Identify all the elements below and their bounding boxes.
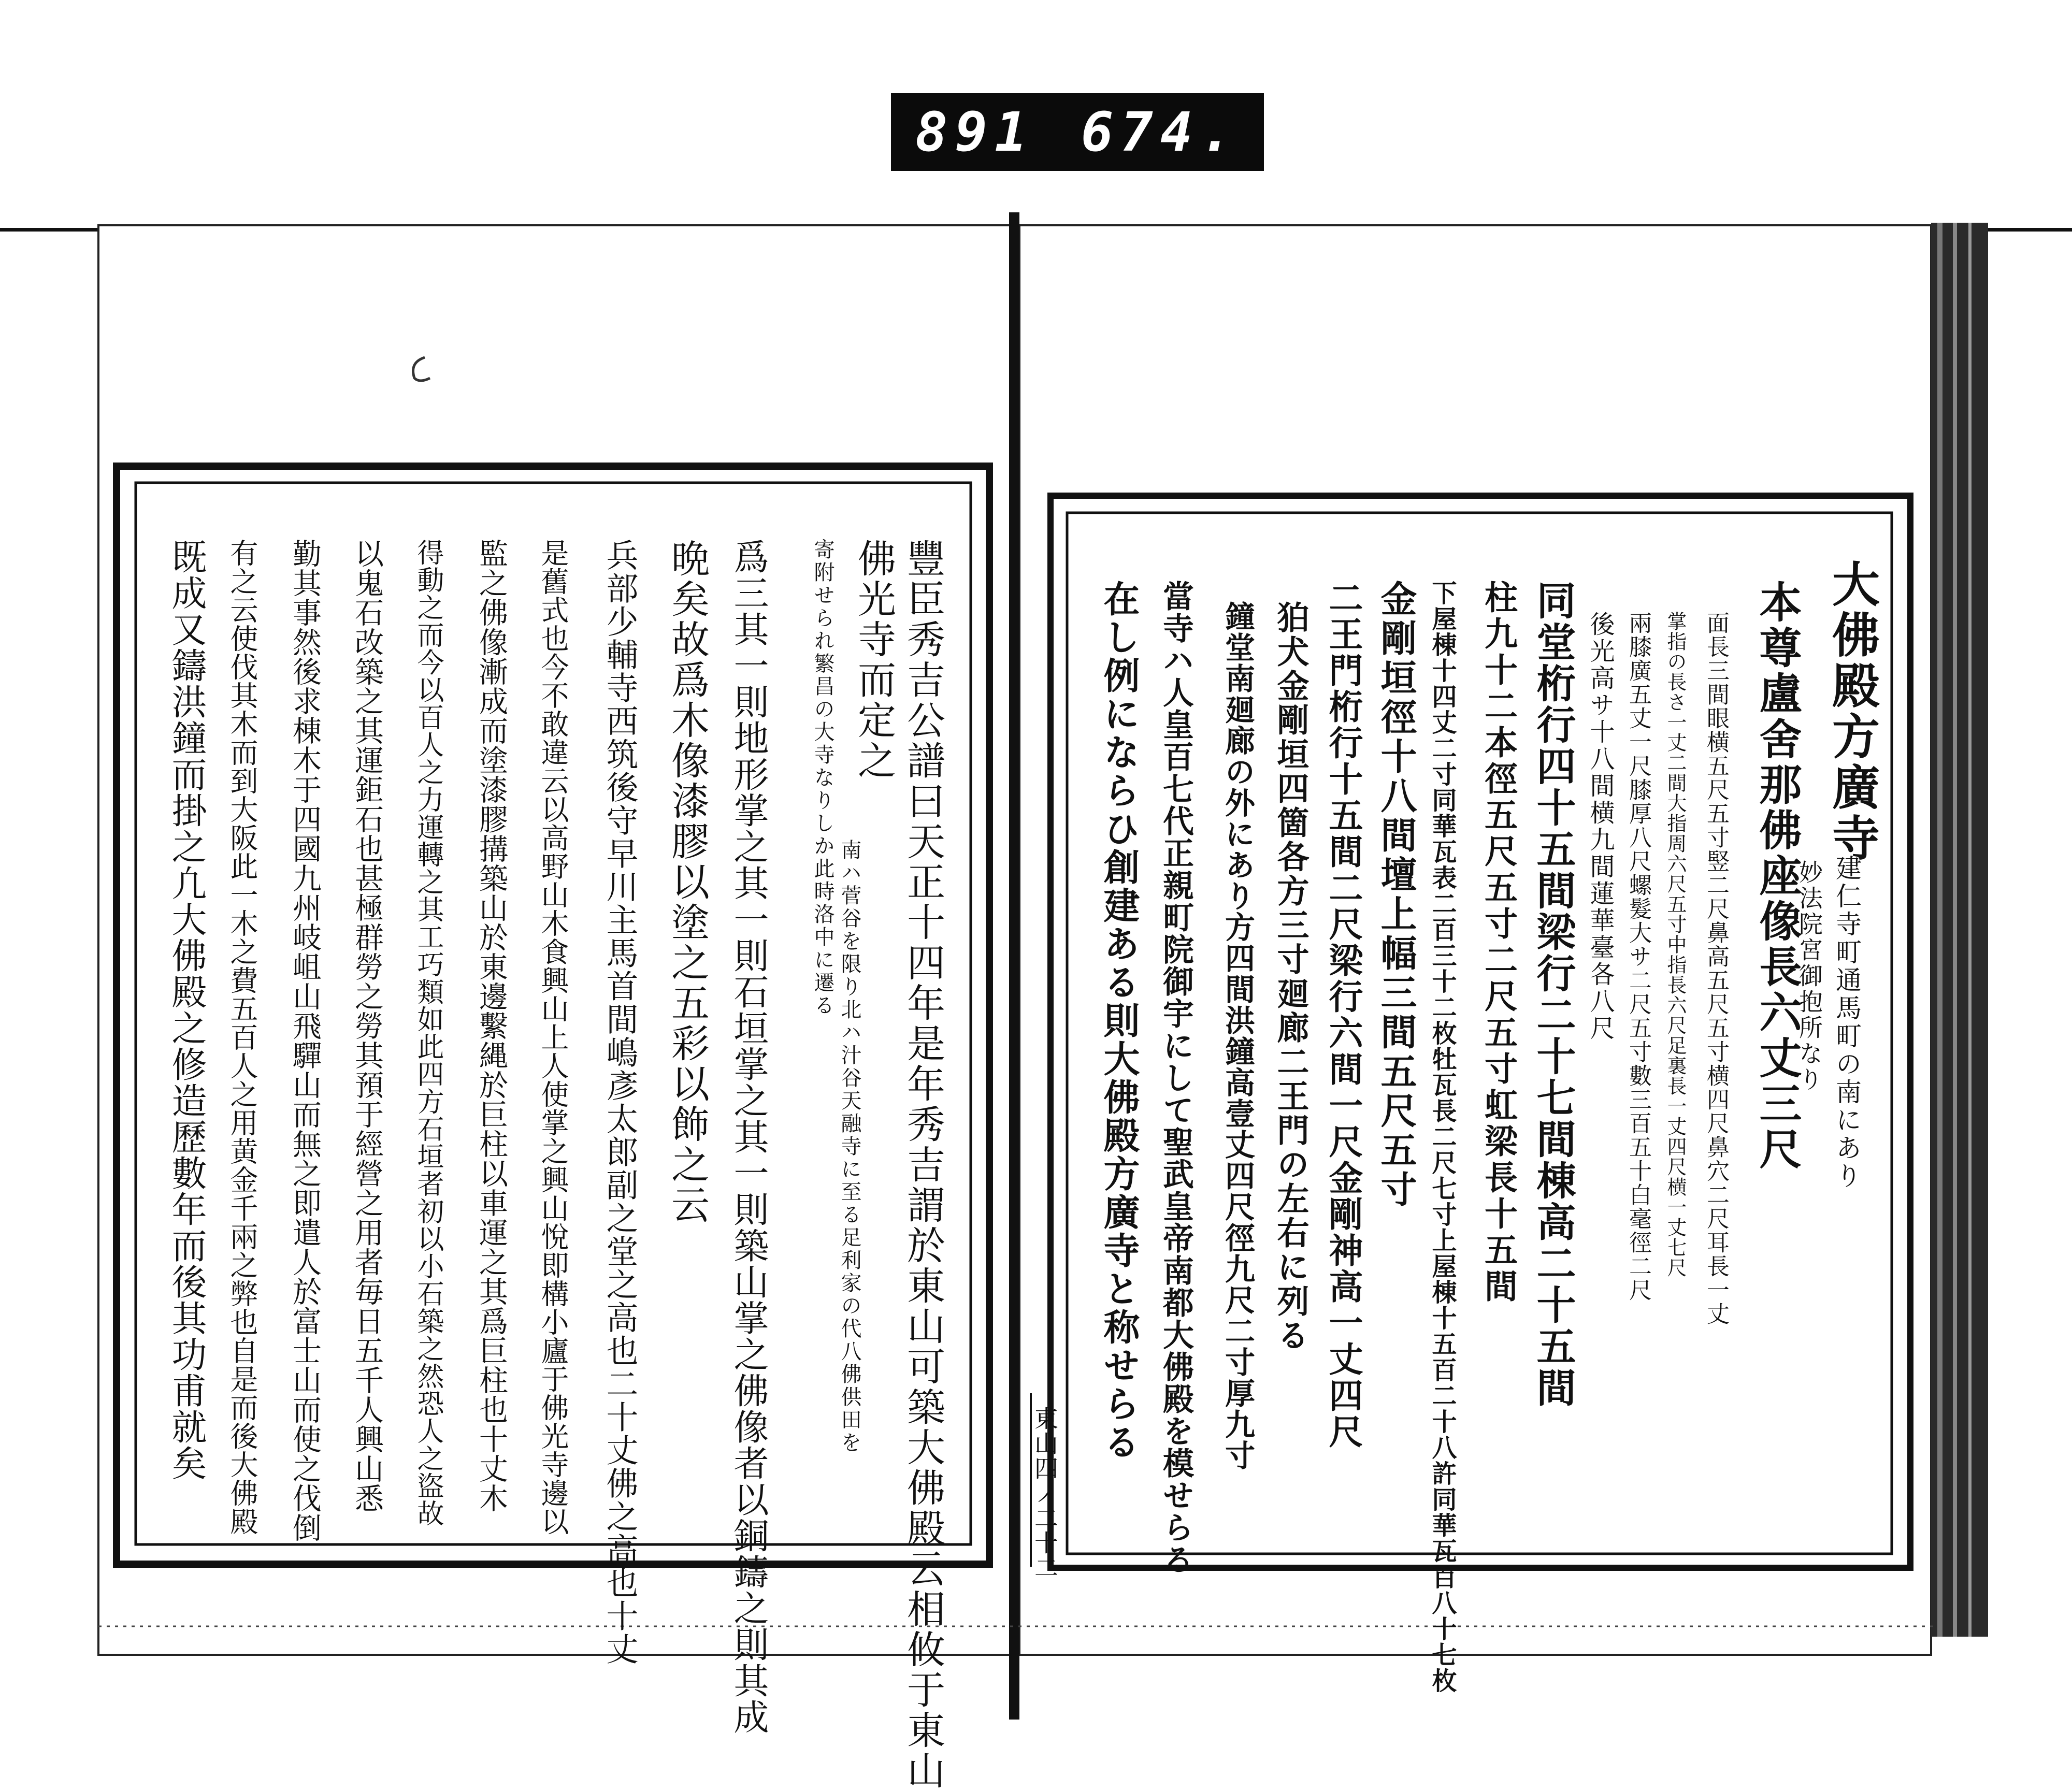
left-col-3: 南ハ菅谷を限り北ハ汁谷天融寺に至る足利家の代八佛供田を [838,839,861,1454]
right-col-4: 面長三間眼横五尺五寸竪二尺鼻高五尺五寸横四尺鼻穴二尺耳長一丈 [1703,611,1729,1326]
right-col-7: 後光高サ十八間横九間蓮華臺各八尺 [1586,611,1615,1042]
right-col-3: 本尊盧舍那佛座像長六丈三尺 [1752,580,1802,1173]
right-col-6: 兩膝廣五丈一尺膝厚八尺螺髮大サ二尺五寸數三百五十白毫徑二尺 [1625,611,1651,1302]
left-col-9: 監之佛像漸成而塗漆膠搆築山於東邊繫縄於巨柱以車運之其爲巨柱也十丈木 [474,539,508,1513]
right-col-16: 在し例にならひ創建ある則大佛殿方廣寺と称せらる [1098,580,1141,1462]
gutter [1009,212,1019,1720]
archive-label [891,93,1264,171]
right-col-5: 掌指の長さ一丈二間大指周六尺五寸中指長六尺足裏長一丈四尺横一丈七尺 [1664,611,1687,1278]
left-col-8: 是舊式也今不敢違云以高野山木食興山上人使掌之興山悅即構小廬于佛光寺邊以 [537,539,569,1536]
left-col-5: 爲三其一則地形掌之其一則石垣掌之其一則築山掌之佛像者以銅鑄之則其成 [728,539,769,1735]
right-col-2: 妙法院宮御抱所なり [1795,860,1823,1093]
left-col-14: 既成又鑄洪鐘而掛之凢大佛殿之修造歷數年而後其功甫就矣 [166,539,207,1481]
right-col-12: 二王門桁行十五間二尺梁行六間一尺金剛神高一丈四尺 [1323,580,1363,1450]
left-col-10: 得動之而今以百人之力運轉之其工巧類如此四方石垣者初以小石築之然恐人之盜故 [412,539,443,1527]
left-col-11: 以鬼石改築之其運鉅石也甚極群勞之勞其預于經營之用者毎日五千人興山悉 [350,539,384,1513]
right-col-11: 金剛垣徑十八間壇上幅三間五尺五寸 [1375,580,1418,1210]
label-left-number: 891 [915,100,1034,164]
left-col-7: 兵部少輔寺西筑後守早川主馬首間嶋彥太郎副之堂之高也二十丈佛之高也十丈 [601,539,639,1666]
right-title: 大佛殿方廣寺 [1824,559,1880,864]
right-col-1: 建仁寺町通馬町の南にあり [1832,855,1862,1190]
left-col-2: 佛光寺而定之 [852,539,896,781]
right-col-14: 鐘堂南廻廊の外にあり方四間洪鐘高壹丈四尺徑九尺二寸厚九寸 [1220,601,1255,1471]
left-col-1: 豐臣秀吉公譜曰天正十四年是年秀吉謂於東山可築大佛殿云相攸于東山 [901,539,945,1791]
page-number: 東山四ノ二十二 [1031,1406,1059,1580]
right-col-10: 下屋棟十四丈二寸同華瓦表二百三十二枚牡瓦長二尺七寸上屋棟十五百二十八許同華瓦百八十七枚 [1428,580,1457,1694]
right-col-13: 狛犬金剛垣四箇各方三寸廻廊二王門の左右に列る [1272,601,1310,1353]
right-col-15: 當寺ハ人皇百七代正親町院御宇にして聖武皇帝南都大佛殿を模せらる [1158,580,1194,1576]
left-col-12: 勤其事然後求棟木于四國九州岐岨山飛驒山而無之即遣人於富士山而使之伐倒 [288,539,322,1542]
left-col-6: 晩矣故爲木像漆膠以塗之五彩以飾之云 [665,539,710,1225]
right-col-8: 同堂桁行四十五間梁行二十七間棟高二十五間 [1530,580,1576,1409]
left-col-4: 寄附せられ繁昌の大寺なりしか此時洛中に遷る [811,539,834,1017]
label-right-number: 674. [1081,100,1240,164]
right-col-9: 柱九十二本徑五尺五寸二尺五寸虹梁長十五間 [1479,580,1518,1305]
left-col-13: 有之云使伐其木而到大阪此一木之費五百人之用黄金千兩之弊也自是而後大佛殿 [226,539,258,1536]
